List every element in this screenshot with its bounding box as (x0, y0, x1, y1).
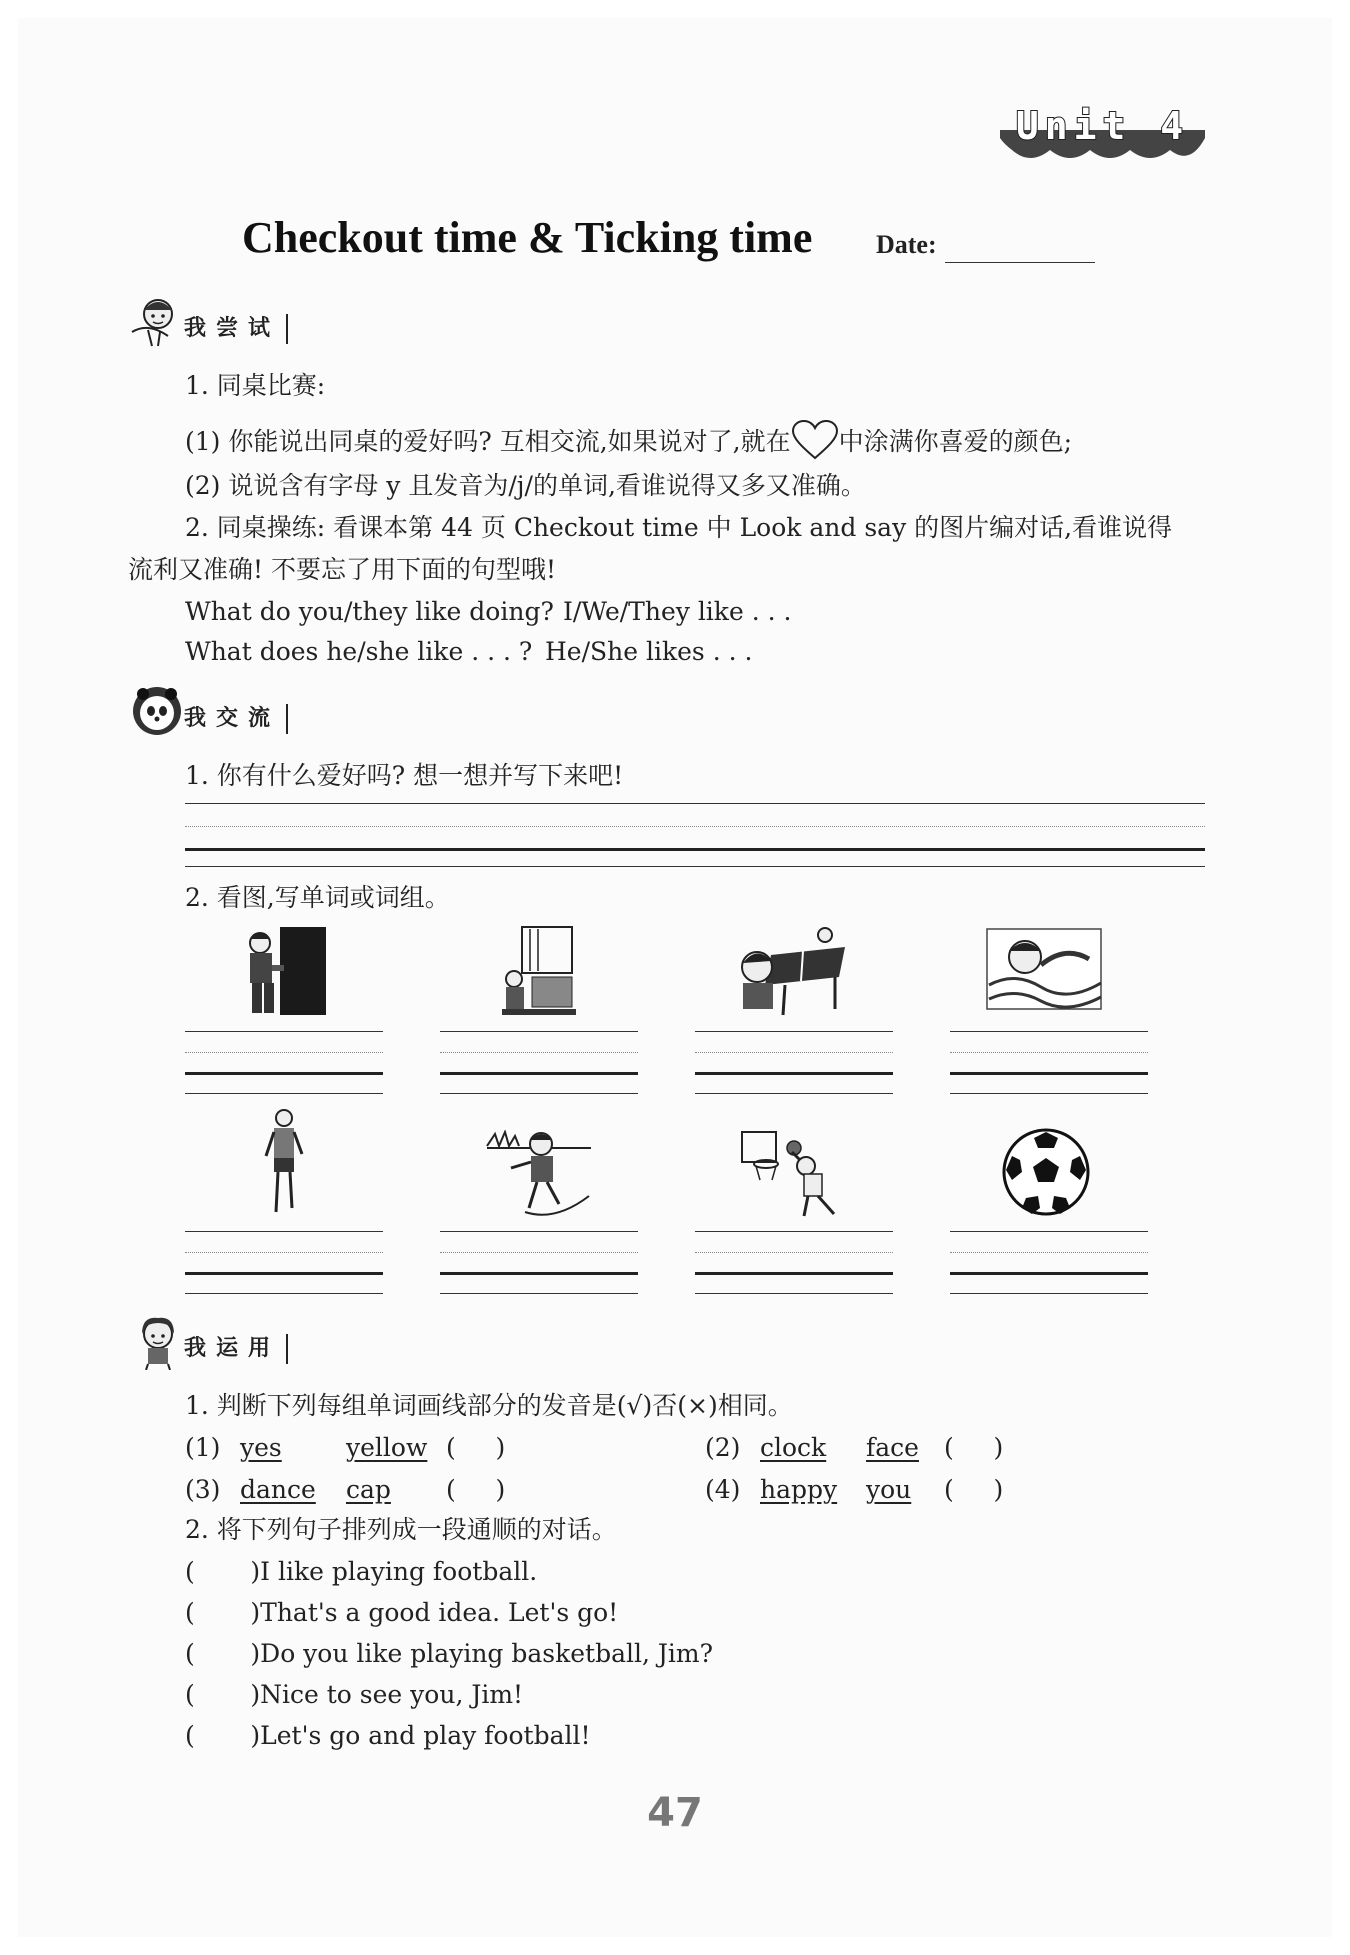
pattern-1a: What do you/they like doing? (185, 597, 554, 626)
answer-line[interactable] (185, 1293, 383, 1294)
answer-line[interactable] (185, 848, 1205, 851)
football-icon (1000, 1126, 1092, 1218)
answer-line[interactable] (950, 1031, 1148, 1032)
pair-4-answer[interactable]: ( ) (944, 1475, 1004, 1504)
pair-2-word2: face (866, 1433, 919, 1462)
answer-line[interactable] (695, 1052, 893, 1053)
dialogue-line[interactable]: ( )That's a good idea. Let's go! (185, 1598, 619, 1627)
pair-2-num: (2) (705, 1433, 741, 1462)
try-q2-line2: 流利又准确! 不要忘了用下面的句型哦! (128, 555, 557, 584)
dialogue-line[interactable]: ( )I like playing football. (185, 1557, 538, 1586)
answer-line[interactable] (440, 1093, 638, 1094)
answer-line[interactable] (185, 1031, 383, 1032)
use-q2: 2. 将下列句子排列成一段通顺的对话。 (185, 1515, 617, 1544)
answer-line[interactable] (950, 1072, 1148, 1075)
pair-1-answer[interactable]: ( ) (446, 1433, 506, 1462)
pair-1-word2: yellow (346, 1433, 428, 1462)
answer-line[interactable] (950, 1052, 1148, 1053)
table-tennis-icon (735, 925, 847, 1017)
try-q2-line1: 2. 同桌操练: 看课本第 44 页 Checkout time 中 Look and say 的图片编对话,看谁说得 (185, 513, 1173, 542)
answer-line[interactable] (440, 1293, 638, 1294)
section-label: 我交流 (184, 704, 288, 734)
answer-line[interactable] (950, 1272, 1148, 1275)
answer-line[interactable] (185, 1072, 383, 1075)
unit-badge: Unit 4 (1000, 104, 1205, 166)
answer-line[interactable] (695, 1031, 893, 1032)
pair-2-answer[interactable]: ( ) (944, 1433, 1004, 1462)
answer-line[interactable] (185, 803, 1205, 804)
date-input-line[interactable] (945, 262, 1095, 263)
answer-line[interactable] (695, 1252, 893, 1253)
answer-line[interactable] (695, 1272, 893, 1275)
pair-3-answer[interactable]: ( ) (446, 1475, 506, 1504)
dialogue-line[interactable]: ( )Nice to see you, Jim! (185, 1680, 524, 1709)
answer-line[interactable] (950, 1093, 1148, 1094)
pair-4-word1: happy (760, 1475, 838, 1504)
dialogue-line[interactable]: ( )Let's go and play football! (185, 1721, 591, 1750)
pair-1-num: (1) (185, 1433, 221, 1462)
pair-2-word1: clock (760, 1433, 827, 1462)
answer-line[interactable] (950, 1252, 1148, 1253)
page-title: Checkout time & Ticking time (242, 213, 813, 262)
girl-avatar-icon (128, 292, 186, 350)
pattern-1b: I/We/They like . . . (563, 597, 792, 626)
pair-4-num: (4) (705, 1475, 741, 1504)
answer-line[interactable] (440, 1031, 638, 1032)
pair-3-num: (3) (185, 1475, 221, 1504)
answer-line[interactable] (185, 1052, 383, 1053)
page-number: 47 (647, 1790, 703, 1836)
piano-player-icon (240, 925, 330, 1017)
pattern-2b: He/She likes . . . (545, 637, 753, 666)
section-label: 我运用 (184, 1334, 288, 1364)
date-label: Date: (876, 230, 937, 259)
answer-line[interactable] (440, 1072, 638, 1075)
try-q1: 1. 同桌比赛: (185, 371, 326, 400)
use-q1: 1. 判断下列每组单词画线部分的发音是(√)否(×)相同。 (185, 1391, 793, 1420)
answer-line[interactable] (950, 1293, 1148, 1294)
answer-line[interactable] (440, 1052, 638, 1053)
answer-line[interactable] (950, 1231, 1148, 1232)
answer-line[interactable] (185, 1272, 383, 1275)
pair-3-word1: dance (240, 1475, 316, 1504)
talk-q1: 1. 你有什么爱好吗? 想一想并写下来吧! (185, 761, 624, 790)
basketball-player-icon (740, 1130, 848, 1218)
answer-line[interactable] (695, 1293, 893, 1294)
answer-line[interactable] (185, 1093, 383, 1094)
answer-line[interactable] (440, 1272, 638, 1275)
answer-line[interactable] (440, 1252, 638, 1253)
talk-q2: 2. 看图,写单词或词组。 (185, 883, 450, 912)
section-label: 我尝试 (184, 314, 288, 344)
answer-line[interactable] (695, 1231, 893, 1232)
answer-line[interactable] (185, 1252, 383, 1253)
try-q1-a: (1) 你能说出同桌的爱好吗? 互相交流,如果说对了,就在 中涂满你喜爱的颜色; (185, 420, 1072, 460)
runner-icon (262, 1108, 308, 1216)
answer-line[interactable] (695, 1093, 893, 1094)
answer-line[interactable] (185, 1231, 383, 1232)
swimmer-icon (985, 925, 1103, 1013)
skater-icon (485, 1130, 595, 1216)
panda-avatar-icon (128, 682, 186, 740)
heart-outline-icon (791, 420, 839, 460)
computer-user-icon (498, 925, 578, 1017)
answer-line[interactable] (185, 826, 1205, 827)
pair-1-word1: yes (240, 1433, 282, 1462)
answer-line[interactable] (695, 1072, 893, 1075)
pair-3-word2: cap (346, 1475, 391, 1504)
girl-avatar-icon (128, 1312, 186, 1370)
pair-4-word2: you (866, 1475, 912, 1504)
dialogue-line[interactable]: ( )Do you like playing basketball, Jim? (185, 1639, 714, 1668)
try-q1-b: (2) 说说含有字母 y 且发音为/j/的单词,看谁说得又多又准确。 (185, 471, 866, 500)
pattern-2a: What does he/she like . . . ? (185, 637, 533, 666)
answer-line[interactable] (440, 1231, 638, 1232)
answer-line[interactable] (185, 866, 1205, 867)
